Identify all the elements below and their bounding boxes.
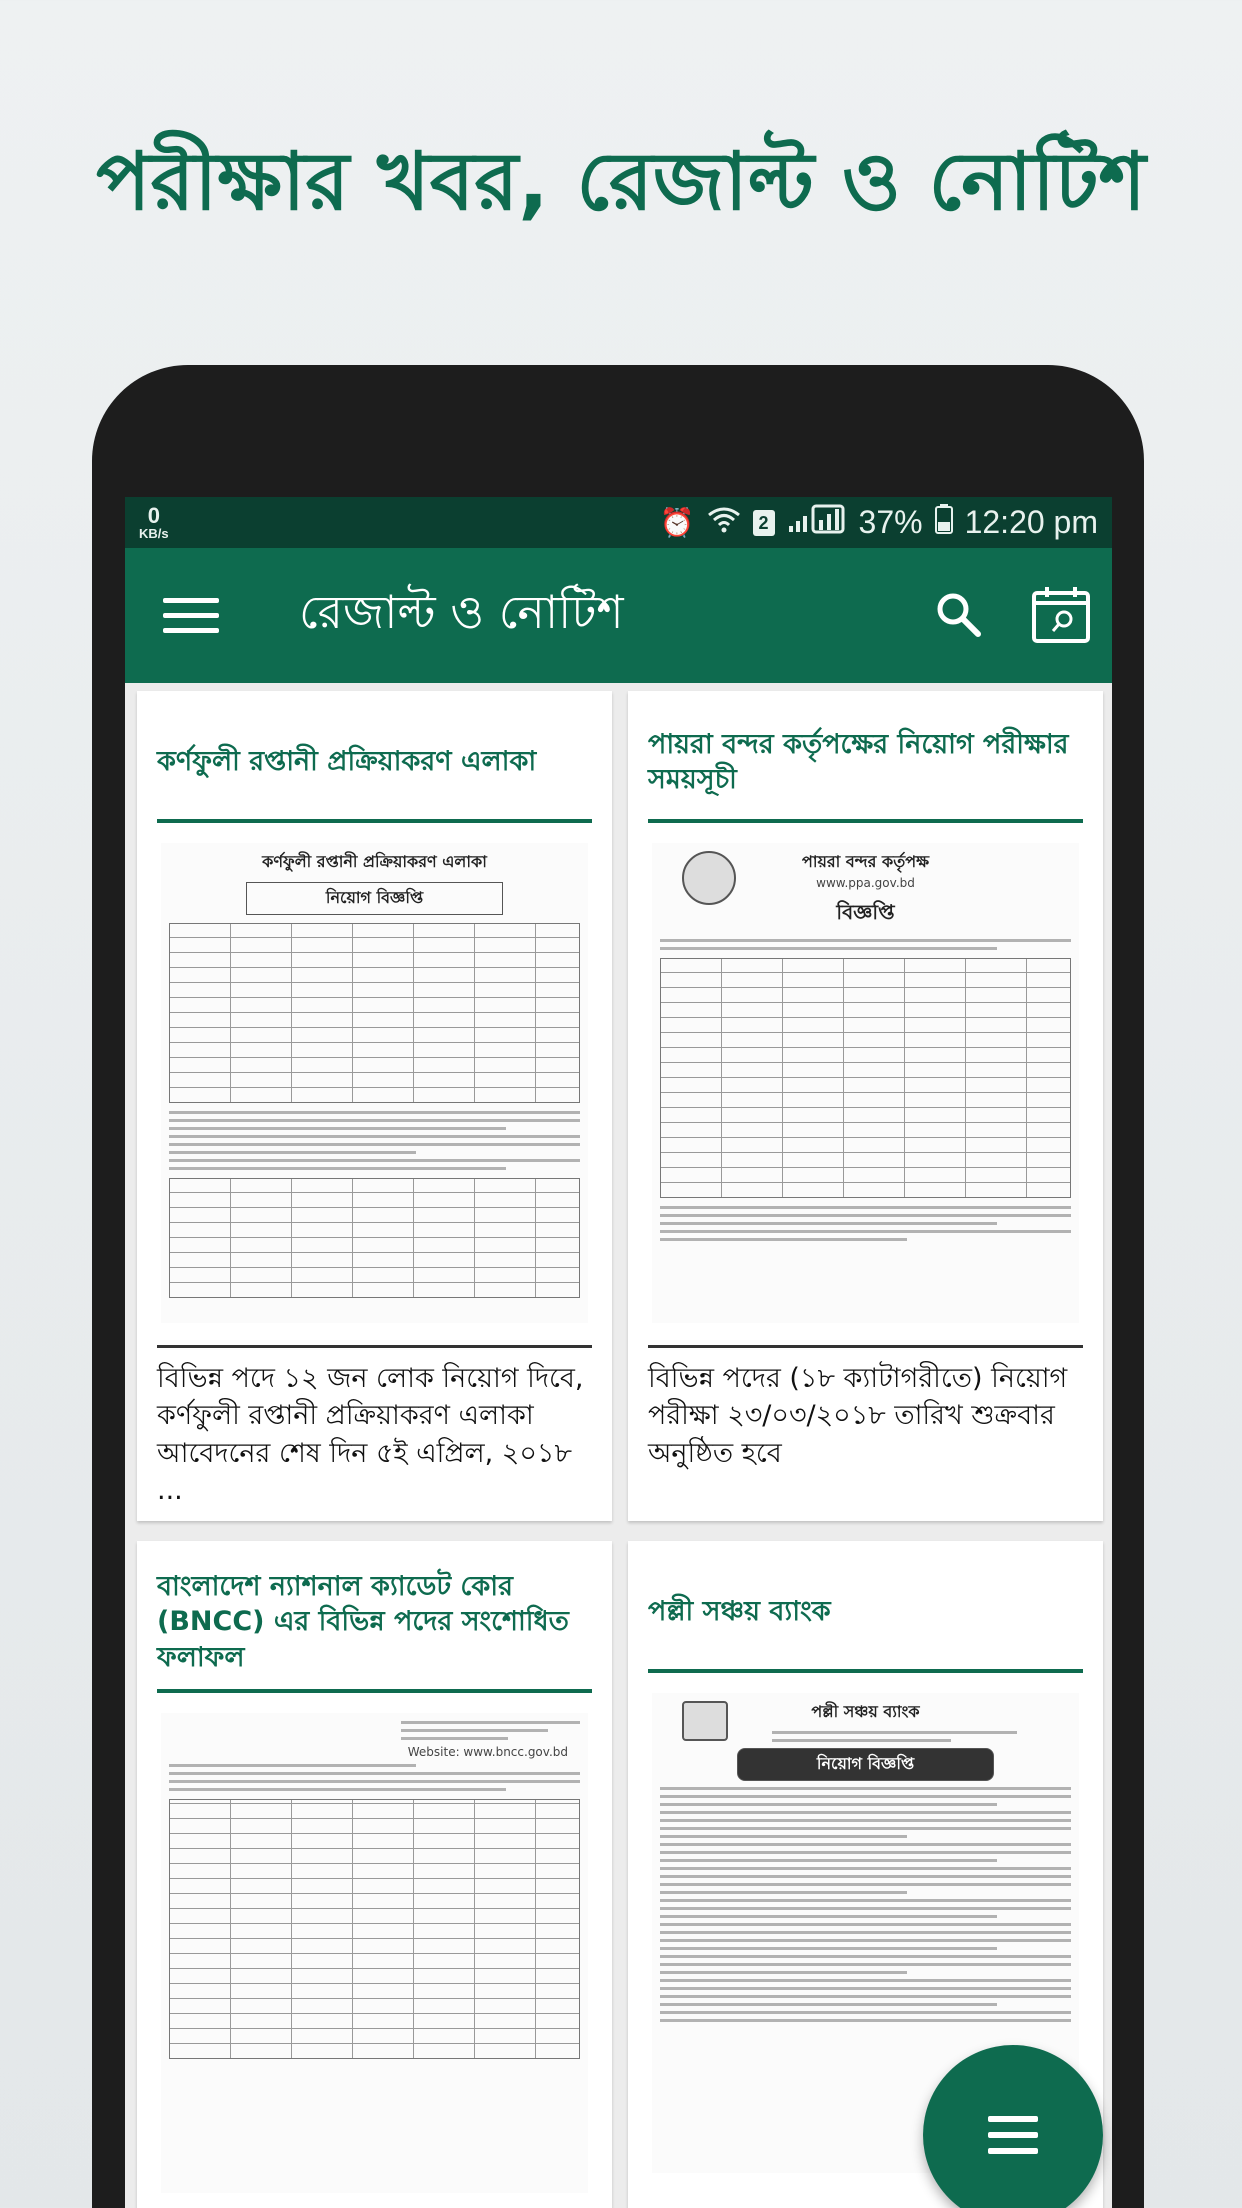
signal-icon	[787, 504, 847, 541]
app-bar	[125, 548, 1112, 683]
battery-icon	[935, 504, 953, 541]
app-screen	[125, 497, 1112, 2208]
wifi-icon	[707, 505, 741, 540]
thumbnail-text-lines	[652, 939, 1079, 950]
notice-thumbnail	[161, 1713, 588, 2193]
network-speed-unit: KB/s	[139, 526, 169, 541]
thumbnail-website: Website: www.bncc.gov.bd	[407, 1745, 568, 1759]
notice-grid	[137, 691, 1103, 2208]
status-bar	[125, 497, 1112, 548]
sim-slot-badge: 2	[753, 510, 775, 536]
search-icon[interactable]	[934, 590, 982, 642]
title-divider	[648, 1669, 1083, 1673]
thumbnail-website: www.ppa.gov.bd	[816, 876, 915, 890]
app-title: রেজাল্ট ও নোটিশ	[299, 584, 624, 639]
notice-card[interactable]	[137, 1541, 612, 2208]
card-title: পায়রা বন্দর কর্তৃপক্ষের নিয়োগ পরীক্ষার সময়সূচী	[648, 728, 1069, 795]
bank-logo-icon	[682, 1701, 728, 1741]
thumbnail-heading: পল্লী সঞ্চয় ব্যাংক	[811, 1702, 920, 1721]
alarm-icon: ⏰	[659, 507, 695, 538]
promo-headline: পরীক্ষার খবর, রেজাল্ট ও নোটিশ	[96, 135, 1146, 228]
notice-card[interactable]	[628, 691, 1103, 1521]
card-summary: বিভিন্ন পদের (১৮ ক্যাটাগরীতে) নিয়োগ পরীক্ষা ২৩/০৩/২০১৮ তারিখ শুক্রবার অনুষ্ঠিত হবে	[648, 1345, 1083, 1472]
network-speed	[139, 505, 169, 540]
notice-card[interactable]	[137, 691, 612, 1521]
thumbnail-address-lines	[161, 1721, 588, 1740]
thumbnail-text-lines	[652, 1206, 1079, 1241]
thumbnail-banner: নিয়োগ বিজ্ঞপ্তি	[737, 1748, 993, 1781]
thumbnail-text-lines	[161, 1111, 588, 1170]
calendar-search-icon[interactable]	[1030, 583, 1092, 649]
thumbnail-banner: বিজ্ঞপ্তি	[836, 900, 895, 924]
card-title: বাংলাদেশ ন্যাশনাল ক্যাডেট কোর (BNCC) এর বিভিন্ন পদের সংশোধিত ফলাফল	[157, 1571, 569, 1673]
card-summary: বিভিন্ন পদে ১২ জন লোক নিয়োগ দিবে, কর্ণফুলী রপ্তানী প্রক্রিয়াকরণ এলাকা আবেদনের শেষ দিন ৫ই এপ্রিল, ২০১৮ ...	[157, 1345, 592, 1509]
title-divider	[648, 819, 1083, 823]
thumbnail-table	[169, 1799, 580, 2059]
thumbnail-form	[169, 1178, 580, 1298]
card-title: কর্ণফুলী রপ্তানী প্রক্রিয়াকরণ এলাকা	[157, 746, 537, 778]
clock: 12:20 pm	[964, 504, 1098, 540]
thumbnail-table	[660, 958, 1071, 1198]
thumbnail-heading: পায়রা বন্দর কর্তৃপক্ষ	[801, 852, 930, 871]
menu-icon[interactable]	[163, 598, 219, 633]
notice-thumbnail	[161, 843, 588, 1323]
battery-percent: 37%	[858, 504, 923, 540]
title-divider	[157, 1689, 592, 1693]
thumbnail-heading: কর্ণফুলী রপ্তানী প্রক্রিয়াকরণ এলাকা	[262, 852, 487, 871]
title-divider	[157, 819, 592, 823]
network-speed-value: 0	[147, 503, 160, 528]
thumbnail-text-lines	[652, 1787, 1079, 2022]
thumbnail-banner: নিয়োগ বিজ্ঞপ্তি	[246, 882, 502, 915]
seal-icon	[682, 851, 736, 905]
thumbnail-table	[169, 923, 580, 1103]
notice-thumbnail	[652, 843, 1079, 1323]
thumbnail-text-lines	[161, 1764, 588, 1791]
card-title: পল্লী সঞ্চয় ব্যাংক	[648, 1596, 831, 1628]
